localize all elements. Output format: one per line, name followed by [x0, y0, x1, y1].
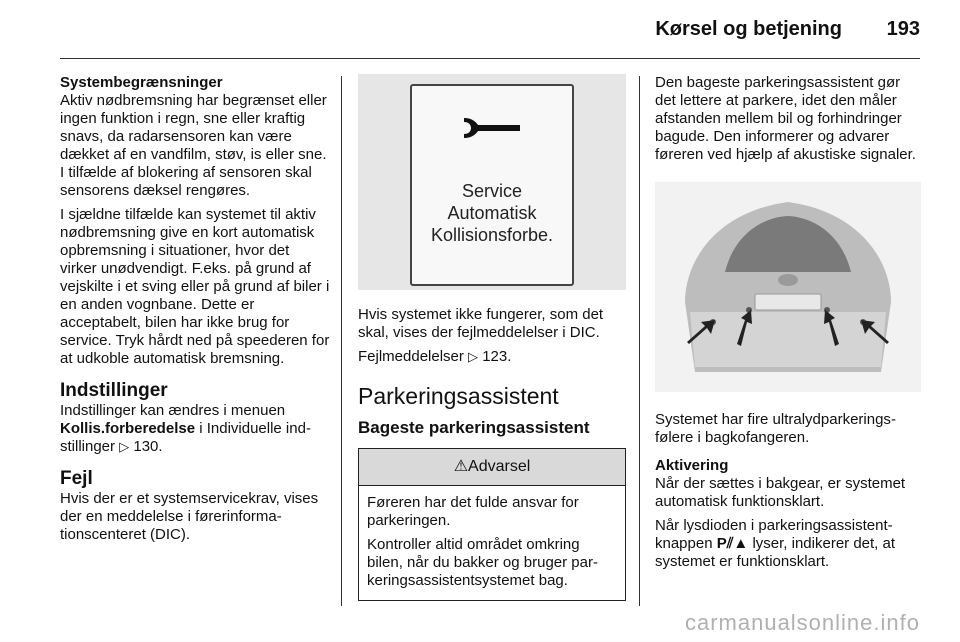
ref-arrow-icon: ▷ [119, 439, 130, 454]
subheading-activation: Aktivering [655, 457, 729, 474]
column-2 [358, 74, 628, 601]
error-messages-label: Fejlmeddelelser [358, 348, 469, 365]
dic-line-1: Service [461, 181, 523, 201]
parking-assist-icon: P⫽▲ [716, 535, 749, 552]
dic-message [412, 180, 572, 246]
paragraph-rare-cases: I sjældne tilfælde kan systemet til aktiv nødbremsning give en kort automatisk opbremsning i situationer, hvor det virker unødvendigt. F.eks. på grund af vejskilte i et sving eller på grund af biler i en anden vognbane. Dette er acceptabelt, bilen har ikke brug for service. Tryk hårdt ned på speederen for at udkoble automatisk bremsning. [60, 206, 330, 367]
header-title: Kørsel og betjening [655, 18, 842, 40]
dic-line-2: Automatisk [447, 203, 537, 223]
warning-paragraph-1: Føreren har det fulde ansvar for parkeringen. [367, 494, 579, 529]
error-messages-page-ref[interactable]: 123. [482, 348, 512, 365]
warning-triangle-icon: ⚠ [453, 458, 469, 475]
paragraph-activation-led [655, 517, 925, 571]
subheading-system-limits: Systembegrænsninger [60, 74, 223, 91]
heading-rear-parking-assist: Bageste parkeringsassistent [358, 418, 590, 437]
dic-illustration [358, 74, 626, 290]
activation-led-text-pre: Når lysdioden i parkeringsassistentknappen [655, 517, 893, 552]
paragraph-activation-reverse: Når der sættes i bakgear, er systemet automatisk funktionsklart. [655, 475, 906, 510]
header-rule [60, 58, 920, 59]
column-separator-2 [639, 76, 640, 606]
dic-line-3: Kollisionsforbe. [430, 225, 554, 245]
paragraph-error-messages [358, 348, 628, 366]
watermark: carmanualsonline.info [684, 610, 920, 635]
paragraph-limits: Aktiv nødbremsning har begrænset eller ingen funktion i regn, sne eller kraftig snavs, da radarsensoren kan være dækket af en vandfilm, støv, is eller sne. I tilfælde af blokering af sensoren skal sensorens dæksel rengøres. [60, 92, 327, 199]
heading-settings: Indstillinger [60, 380, 168, 401]
activation-led-text-post: lyser, indikerer det, at systemet er funktionsklart. [655, 535, 896, 570]
wrench-icon [460, 112, 524, 142]
car-rear-sensors-illustration [655, 182, 921, 392]
dic-display [410, 84, 574, 286]
paragraph-four-sensors: Systemet har fire ultralydparkeringsfølere i bagkofangeren. [655, 411, 896, 446]
warning-box [358, 448, 626, 601]
warning-header [359, 449, 625, 486]
page-number: 193 [886, 18, 920, 40]
heading-parking-assist: Parkeringsassistent [358, 383, 559, 409]
column-3 [655, 74, 925, 577]
warning-body [359, 486, 625, 600]
heading-fault: Fejl [60, 468, 93, 489]
column-1 [60, 74, 330, 550]
paragraph-settings [60, 402, 330, 456]
settings-text-post: i Individuelle indstillinger [60, 420, 311, 455]
settings-text-pre: Indstillinger kan ændres i menuen [60, 402, 286, 419]
warning-title: Advarsel [468, 458, 531, 475]
column-separator-1 [341, 76, 342, 606]
paragraph-fault: Hvis der er et systemservicekrav, vises der en meddelelse i førerinformationscenteret (DIC). [60, 490, 319, 543]
paragraph-not-working: Hvis systemet ikke fungerer, som det skal, vises der fejlmeddelelser i DIC. [358, 306, 604, 341]
settings-page-ref[interactable]: 130. [133, 438, 163, 455]
paragraph-rear-assist-intro: Den bageste parkeringsassistent gør det lettere at parkere, idet den måler afstanden mellem bil og forhindringer bagude. Den informerer og advarer føreren ved hjælp af akustiske signaler. [655, 74, 916, 163]
warning-paragraph-2: Kontroller altid området omkring bilen, når du bakker og bruger parkeringsassistentsystemet bag. [367, 536, 598, 589]
ref-arrow-icon: ▷ [468, 349, 479, 364]
settings-menu-name: Kollis.forberedelse [60, 420, 196, 437]
